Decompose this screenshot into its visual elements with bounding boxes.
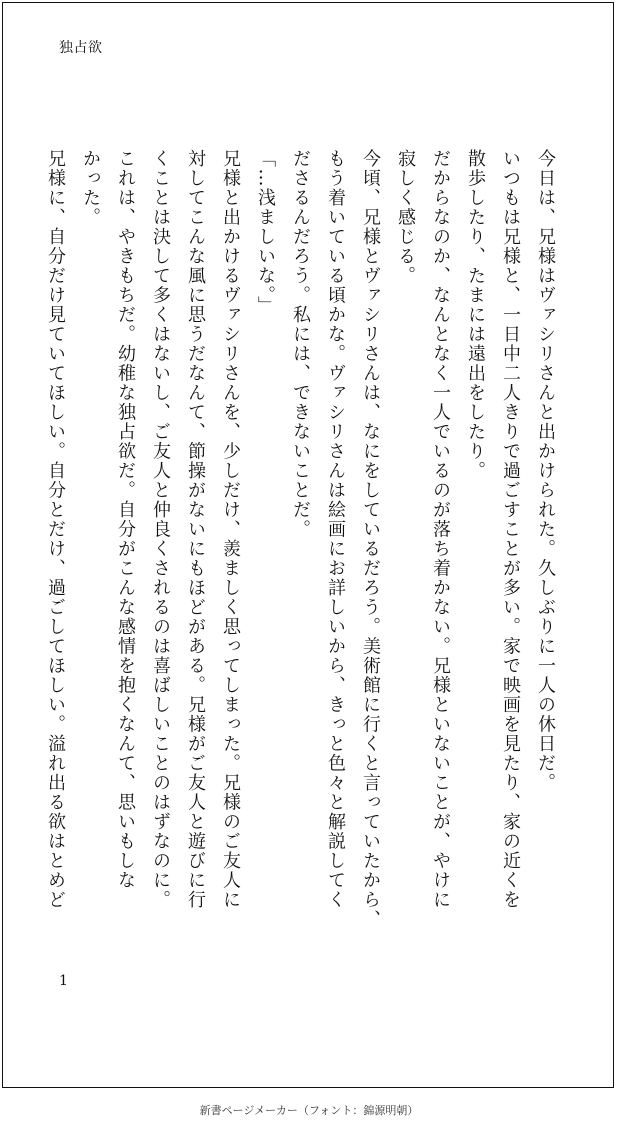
text-line: だからなのか、なんとなく一人でいるのが落ち着かない。兄様といないことが、やけに (430, 149, 451, 910)
page-frame (2, 2, 614, 1088)
text-line: 寂しく感じる。 (395, 149, 416, 286)
text-line: これは、やきもちだ。幼稚な独占欲だ。自分がこんな感情を抱くなんて、思いもしな (115, 149, 136, 890)
text-line: 「…浅ましいな。」 (255, 149, 276, 316)
footer-caption: 新書ページメーカー（フォント：錦源明朝） (199, 1104, 419, 1117)
text-line: くことは決して多くはないし、ご友人と仲良くされるのは喜ばしいことのはずなのに。 (150, 149, 171, 910)
text-line: ださるんだろう。私には、できないことだ。 (290, 149, 311, 539)
text-line: もう着いている頃かな。ヴァシリさんは絵画にお詳しいから、きっと色々と解説してく (325, 149, 346, 910)
text-line: 散歩したり、たまには遠出をしたり。 (465, 149, 486, 481)
text-line: 兄様と出かけるヴァシリさんを、少しだけ、羨ましく思ってしまった。兄様のご友人に (220, 149, 241, 910)
body-text (38, 149, 563, 929)
text-line: 対してこんな風に思うだなんて、節操がないにもほどがある。兄様がご友人と遊びに行 (185, 149, 206, 910)
text-line: 今頃、兄様とヴァシリさんは、なにをしているだろう。美術館に行くと言っていたから、 (360, 149, 381, 929)
text-line: かった。 (80, 149, 101, 227)
text-line: 今日は、兄様はヴァシリさんと出かけられた。久しぶりに一人の休日だ。 (535, 149, 556, 793)
text-line: 兄様に、自分だけ見ていてほしい。自分とだけ、過ごしてほしい。溢れ出る欲はとめど (45, 149, 66, 910)
book-title: 独占欲 (59, 40, 103, 56)
text-line: いつもは兄様と、一日中二人きりで過ごすことが多い。家で映画を見たり、家の近くを (500, 149, 521, 910)
page-number: 1 (59, 973, 68, 989)
